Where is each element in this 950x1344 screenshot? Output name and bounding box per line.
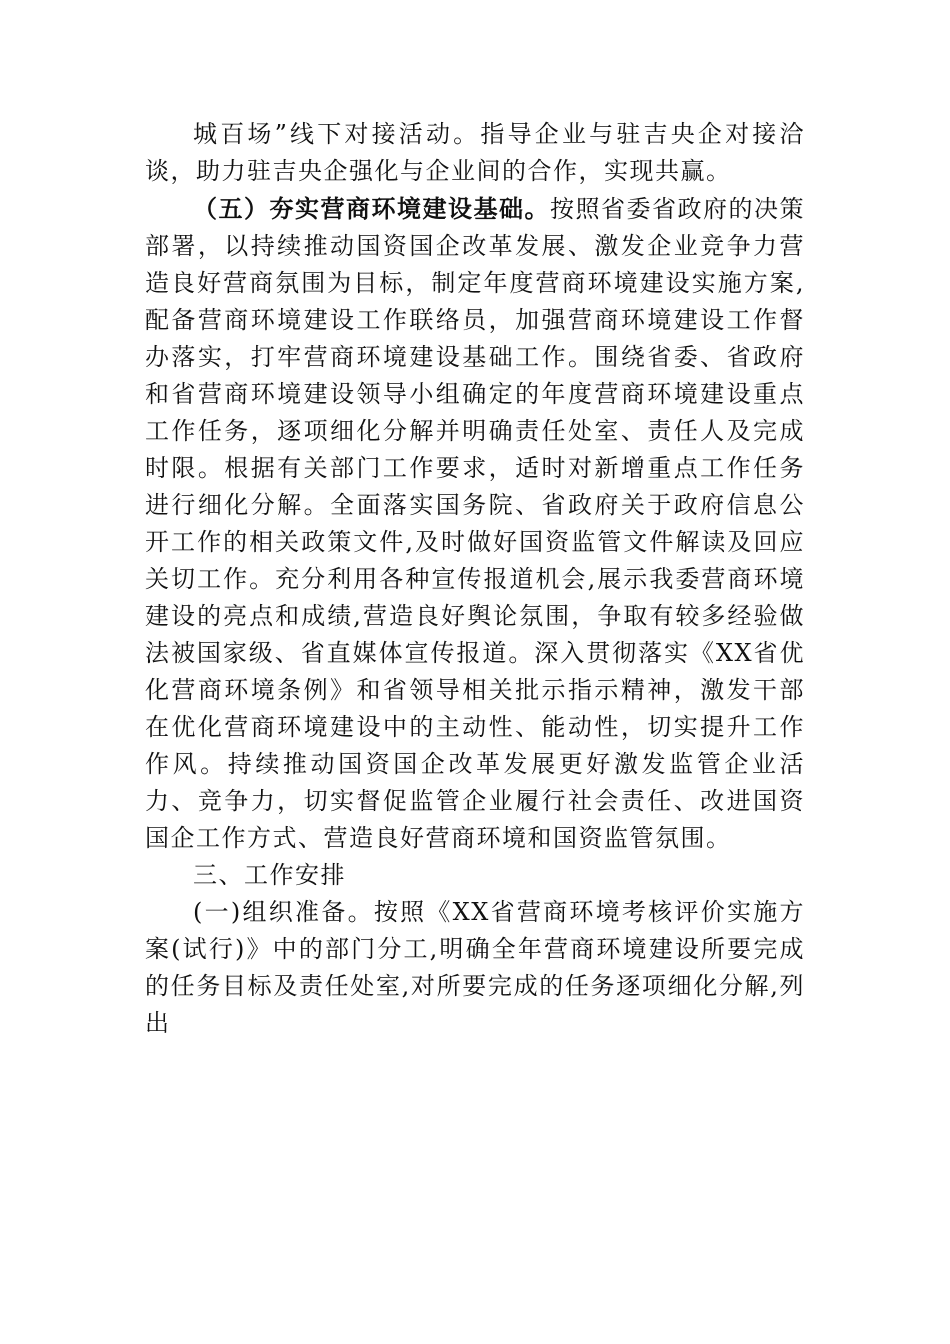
document-body — [145, 116, 805, 1042]
paragraph-lead: （五）夯实营商环境建设基础。 — [193, 194, 550, 223]
paragraph-text: 按照省委省政府的决策部署，以持续推动国资国企改革发展、激发企业竞争力营造良好营商氛围为目标，制定年度营商环境建设实施方案,配备营商环境建设工作联络员，加强营商环境建设工作督办落实，打牢营商环境建设基础工作。围绕省委、省政府和省营商环境建设领导小组确定的年度营商环境建设重点工作任务，逐项细化分解并明确责任处室、责任人及完成时限。根据有关部门工作要求，适时对新增重点工作任务进行细化分解。全面落实国务院、省政府关于政府信息公开工作的相关政策文件,及时做好国资监管文件解读及回应关切工作。充分利用各种宣传报道机会,展示我委营商环境建设的亮点和成绩,营造良好舆论氛围，争取有较多经验做法被国家级、省直媒体宣传报道。深入贯彻落实《XX省优化营商环境条例》和省领导相关批示指示精神，激发干部在优化营商环境建设中的主动性、能动性，切实提升工作作风。持续推动国资国企改革发展更好激发监管企业活力、竞争力，切实督促监管企业履行社会责任、改进国资国企工作方式、营造良好营商环境和国资监管氛围。 — [145, 195, 805, 852]
paragraph-section-five — [145, 190, 805, 857]
paragraph-continuation — [145, 116, 805, 190]
section-heading: 三、工作安排 — [193, 861, 346, 889]
paragraph-text: 城百场”线下对接活动。指导企业与驻吉央企对接洽谈，助力驻吉央企强化与企业间的合作，实现共赢。 — [145, 120, 805, 185]
paragraph-organization-prep: (一)组织准备。按照《XX省营商环境考核评价实施方案(试行)》中的部门分工,明确全年营商环境建设所要完成的任务目标及责任处室,对所要完成的任务逐项细化分解,列出 — [145, 898, 805, 1037]
